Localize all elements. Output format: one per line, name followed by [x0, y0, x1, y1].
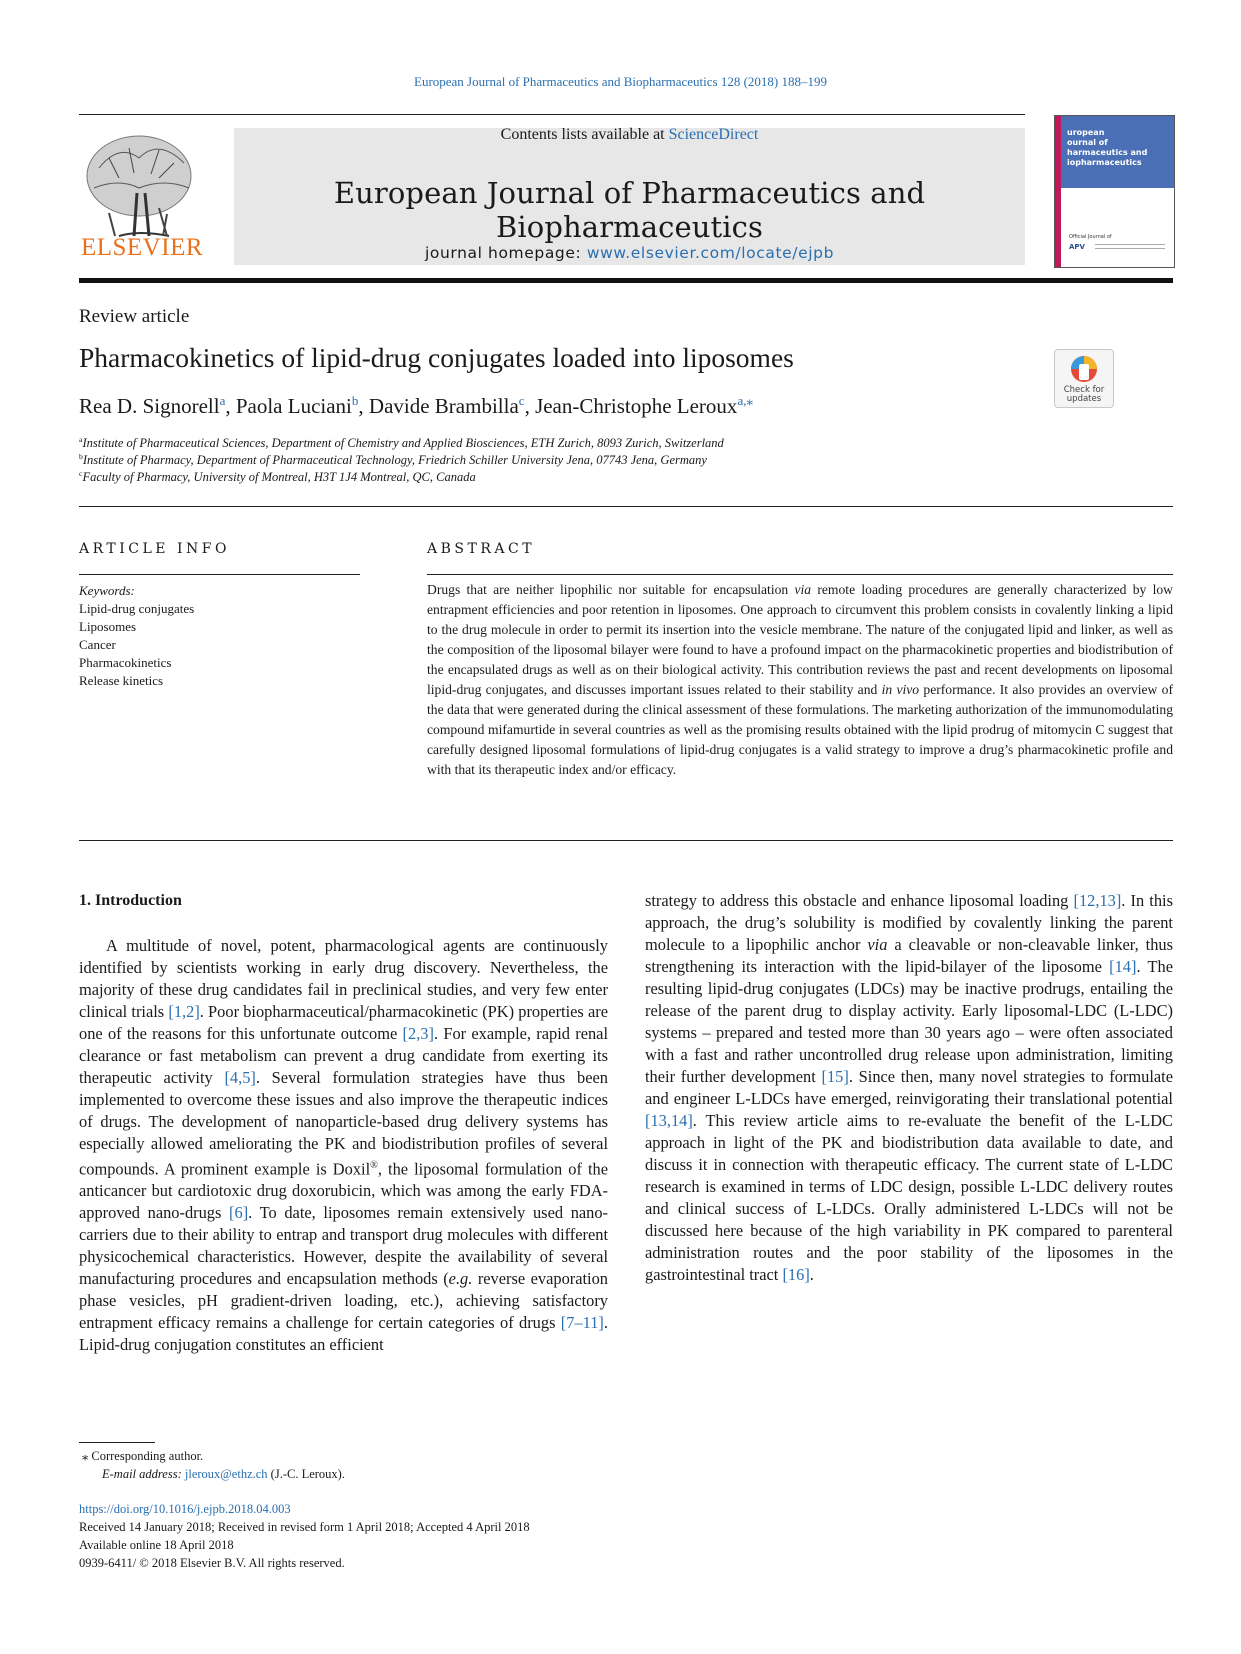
homepage-prefix: journal homepage:: [424, 244, 587, 262]
email-link[interactable]: jleroux@ethz.ch: [184, 1467, 268, 1481]
corresponding-author-note: ⁎ Corresponding author.: [82, 1449, 204, 1463]
author-list: Rea D. Signorell$^a$, Paola Luciani$^b$, Davide Brambilla$^c$, Jean-Christophe Leroux$^{a,⁎}$: [79, 393, 753, 418]
citation-link[interactable]: [13,14]: [645, 1111, 693, 1130]
affiliation: $^c$Faculty of Pharmacy, University of Montreal, H3T 1J4 Montreal, QC, Canada: [79, 469, 476, 485]
keywords-block: [79, 582, 194, 690]
citation-link[interactable]: [15]: [821, 1067, 849, 1086]
elsevier-logo[interactable]: [79, 128, 205, 268]
cover-footer-org: APV: [1069, 243, 1085, 251]
citation-link[interactable]: [1,2]: [168, 1002, 200, 1021]
keyword: Lipid-drug conjugates: [79, 601, 195, 616]
copyright-line: 0939-6411/ © 2018 Elsevier B.V. All rights reserved.: [79, 1556, 345, 1570]
paragraph: A multitude of novel, potent, pharmacological agents are continuously identified by scientists working in early drug discovery. Nevertheless, the majority of these drug candidates fail in preclinical studies, and very few enter clinical trials [1,2]. Poor biopharmaceutical/pharmacokinetic (PK) properties are one of the reasons for this unfortunate outcome [2,3]. For example, rapid renal clearance or fast metabolism can prevent a drug candidate from exerting its therapeutic activity [4,5]. Several formulation strategies have thus been implemented to overcome these issues and also improve the therapeutic indices of drugs. The development of nanoparticle-based drug delivery systems has especially allowed ameliorating the PK and biodistribution profiles of several compounds. A prominent example is Doxil®, the liposomal formulation of the anticancer but cardiotoxic drug doxorubicin, which was among the early FDA-approved nano-drugs [6]. To date, liposomes remain extensively used nano-carriers due to their ability to entrap and transport drug molecules with different physicochemical characteristics. However, despite the availability of several manufacturing procedures and encapsulation methods (e.g. reverse evaporation phase vesicles, pH gradient-driven loading, etc.), achieving satisfactory entrapment efficacy remains a challenge for certain categories of drugs [7–11]. Lipid-drug conjugation constitutes an efficient: [79, 936, 609, 1355]
author-affiliation-mark[interactable]: c: [518, 393, 525, 408]
homepage-link[interactable]: www.elsevier.com/locate/ejpb: [586, 244, 835, 262]
abstract-bottom-rule: [79, 840, 1173, 841]
journal-cover[interactable]: [1054, 115, 1175, 268]
citation-link[interactable]: [12,13]: [1073, 891, 1122, 910]
contents-prefix: Contents lists available at: [500, 126, 669, 143]
article-info-rule: [79, 574, 360, 575]
running-head: European Journal of Pharmaceutics and Biopharmaceutics 128 (2018) 188–199: [414, 74, 827, 89]
cover-footer-rule: [1095, 244, 1165, 245]
citation-link[interactable]: [14]: [1109, 957, 1137, 976]
contents-line: [234, 126, 1025, 144]
footnote-rule: [79, 1442, 155, 1443]
body-column-right: [645, 890, 1173, 1286]
author-name: Davide Brambilla: [368, 394, 519, 418]
author-affiliation-mark[interactable]: a: [219, 393, 226, 408]
paragraph: strategy to address this obstacle and enhance liposomal loading [12,13]. In this approach, the drug’s solubility is modified by covalently linking the parent molecule to a lipophilic anchor via a cleavable or non-cleavable linker, thus strengthening its interaction with the lipid-bilayer of the liposome [14]. The resulting lipid-drug conjugates (LDCs) may be inactive prodrugs, entailing the release of the parent drug to display activity. Early liposomal-LDC (L-LDC) systems – prepared and tested more than 30 years ago – were often associated with a fast and rather uncontrolled drug release upon administration, limiting their further development [15]. Since then, many novel strategies to formulate and engineer L-LDCs have emerged, reinvigorating their translational potential [13,14]. This review article aims to re-evaluate the benefit of the L-LDC approach in light of the PK and biodistribution data available to date, and discuss it in connection with therapeutic efficacy. The current state of L-LDC research is examined in terms of LDC design, possible L-LDC delivery routes and clinical success of L-LDCs. Orally administered L-LDCs will not be discussed here because of the high variability in PK compared to parenteral administration routes and the poor stability of the liposomes in the gastrointestinal tract [16].: [645, 891, 1174, 1284]
citation-link[interactable]: [6]: [229, 1203, 249, 1223]
affiliation-rule: [79, 506, 1173, 507]
masthead-rule: [79, 278, 1173, 283]
article-title: Pharmacokinetics of lipid-drug conjugates loaded into liposomes: [79, 342, 794, 373]
abstract-heading: ABSTRACT: [427, 541, 536, 557]
article-type: Review article: [79, 306, 190, 327]
email-note: E-mail address: jleroux@ethz.ch (J.-C. Leroux).: [102, 1467, 345, 1481]
check-for-updates-badge[interactable]: [1054, 349, 1114, 408]
keyword: Pharmacokinetics: [79, 655, 172, 670]
elsevier-wordmark: ELSEVIER: [80, 234, 204, 261]
author-affiliation-mark[interactable]: a,⁎: [737, 393, 753, 408]
citation-link[interactable]: [7–11]: [560, 1313, 604, 1333]
keyword: Release kinetics: [79, 673, 164, 688]
author-name: Jean-Christophe Leroux: [535, 394, 738, 418]
body-column-left: [79, 935, 608, 1356]
affiliation: $^b$Institute of Pharmacy, Department of Pharmaceutical Technology, Friedrich Schiller University Jena, 07743 Jena, Germany: [79, 452, 707, 468]
cover-footer: Official Journal of: [1069, 234, 1112, 240]
article-info-heading: ARTICLE INFO: [79, 541, 230, 557]
homepage-line: [234, 244, 1025, 262]
keyword: Liposomes: [79, 619, 137, 634]
abstract-rule: [427, 574, 1173, 575]
cover-title: uropean ournal of harmaceutics and iopharmaceutics: [1067, 128, 1148, 167]
check-for-updates-label: Check for updates: [1063, 385, 1105, 404]
citation-link[interactable]: [16]: [782, 1265, 810, 1284]
sciencedirect-link[interactable]: ScienceDirect: [668, 126, 759, 143]
author-affiliation-mark[interactable]: b: [351, 393, 359, 408]
top-rule: [79, 114, 1025, 115]
keyword: Cancer: [79, 637, 116, 652]
keywords-label: Keywords:: [79, 583, 135, 598]
author-name: Paola Luciani: [235, 394, 352, 418]
citation-link[interactable]: [2,3]: [402, 1024, 434, 1043]
doi-link[interactable]: https://doi.org/10.1016/j.ejpb.2018.04.003: [79, 1502, 291, 1516]
cover-footer-rule: [1095, 248, 1165, 249]
section-heading-introduction: 1. Introduction: [79, 892, 182, 909]
received-dates: Received 14 January 2018; Received in revised form 1 April 2018; Accepted 4 April 2018: [79, 1520, 530, 1534]
author-name: Rea D. Signorell: [79, 394, 220, 418]
email-label: E-mail address:: [102, 1467, 185, 1481]
affiliation: $^a$Institute of Pharmaceutical Sciences, Department of Chemistry and Applied Biosciences, ETH Zurich, 8093 Zurich, Switzerland: [79, 435, 724, 451]
crossmark-icon: [1070, 355, 1098, 385]
abstract-text: Drugs that are neither lipophilic nor suitable for encapsulation via remote loading procedures are generally characterized by low entrapment efficiencies and poor retention in liposomes. One approach to circumvent this problem consists in covalently linking a lipid to the drug molecule in order to permit its insertion into the vesicle membrane. The nature of the conjugated lipid and linker, as well as the composition of the liposomal bilayer were found to have a profound impact on the pharmacokinetic properties and biodistribution of the encapsulated drugs as well as on their biological activity. This contribution reviews the past and recent developments on liposomal lipid-drug conjugates, and discusses important issues related to their stability and in vivo performance. It also provides an overview of the data that were generated during the clinical assessment of these formulations. The marketing authorization of the immunomodulating compound mifamurtide in several countries as well as the promising results obtained with the lipid prodrug of mitomycin C suggest that carefully designed liposomal formulations of lipid-drug conjugates is a valid strategy to improve a drug’s pharmacokinetic profile and with that its therapeutic index and/or efficacy.: [427, 582, 1173, 777]
citation-link[interactable]: [4,5]: [224, 1068, 256, 1087]
available-online: Available online 18 April 2018: [79, 1538, 234, 1552]
journal-title: European Journal of Pharmaceutics and Biopharmaceutics: [333, 176, 926, 244]
